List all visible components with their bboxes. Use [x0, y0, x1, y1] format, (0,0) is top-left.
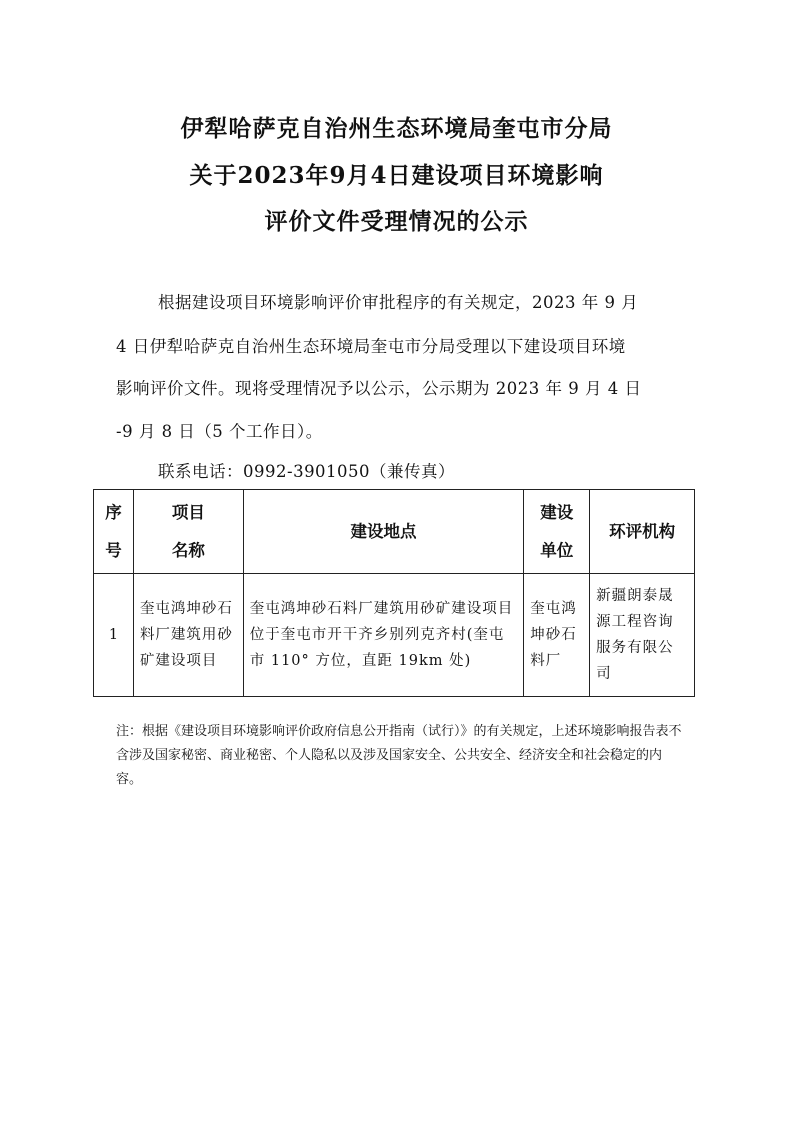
page-title-line1: 伊犁哈萨克自治州生态环境局奎屯市分局 [180, 115, 613, 142]
cell-project-name: 奎屯鸿坤砂石料厂建筑用砂矿建设项目 [133, 574, 243, 697]
header-name-top: 项目 [171, 502, 205, 522]
contact-phone: 联系电话：0992-3901050（兼传真） [158, 462, 456, 481]
header-name-bottom: 名称 [171, 540, 205, 560]
body-paragraph-line4: -9 月 8 日（5 个工作日）。 [116, 422, 323, 441]
footnote: 注：根据《建设项目环境影响评价政府信息公开指南（试行）》的有关规定，上述环境影响报告表不含涉及国家秘密、商业秘密、个人隐私以及涉及国家安全、公共安全、经济安全和社会稳定的内容。 [116, 724, 682, 787]
header-project-name [133, 490, 243, 574]
header-eia-org: 环评机构 [590, 490, 695, 574]
header-unit-bottom: 单位 [540, 540, 574, 560]
cell-location: 奎屯鸿坤砂石料厂建筑用砂矿建设项目位于奎屯市开干齐乡别列克齐村(奎屯市 110° 方位，直距 19km 处) [243, 574, 523, 697]
table-header-row [94, 490, 695, 574]
project-table [93, 489, 695, 697]
header-unit [524, 490, 590, 574]
page-title-line2: 关于2023年9月4日建设项目环境影响 [189, 162, 604, 189]
header-seq-top: 序 [105, 502, 122, 522]
header-seq [94, 490, 134, 574]
page-title-line3: 评价文件受理情况的公示 [264, 208, 529, 235]
table-row [94, 574, 695, 697]
body-paragraph-line2: 4 日伊犁哈萨克自治州生态环境局奎屯市分局受理以下建设项目环境 [116, 337, 626, 356]
cell-unit: 奎屯鸿坤砂石料厂 [524, 574, 590, 697]
body-paragraph-line1: 根据建设项目环境影响评价审批程序的有关规定，2023 年 9 月 [158, 293, 639, 312]
cell-seq: 1 [94, 574, 134, 697]
body-paragraph-line3: 影响评价文件。现将受理情况予以公示，公示期为 2023 年 9 月 4 日 [116, 379, 642, 398]
cell-eia-org: 新疆朗泰晟源工程咨询服务有限公司 [590, 574, 695, 697]
header-seq-bottom: 号 [105, 540, 122, 560]
header-location: 建设地点 [243, 490, 523, 574]
header-unit-top: 建设 [540, 502, 574, 522]
